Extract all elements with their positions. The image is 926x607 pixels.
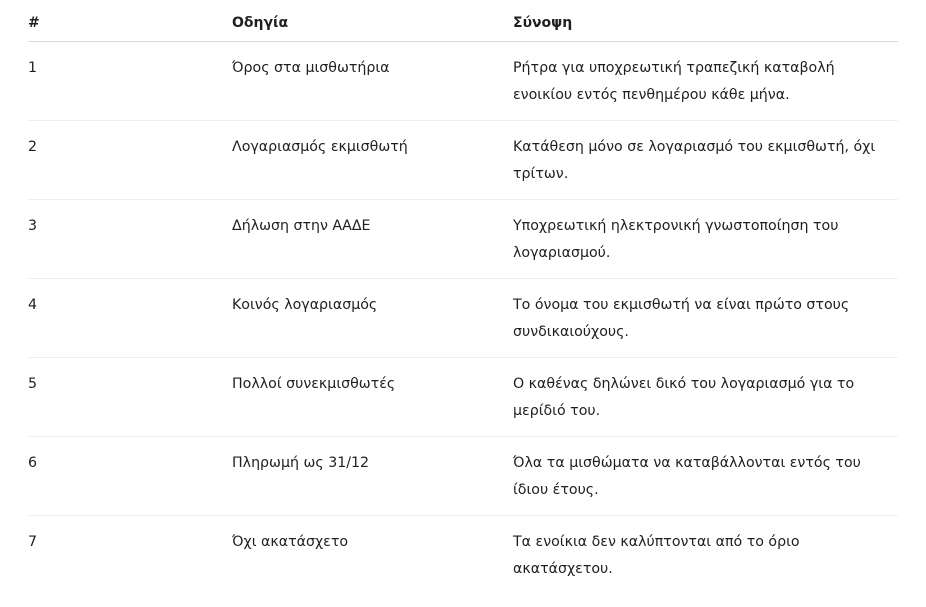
row-number: 7 (28, 533, 38, 550)
row-guideline: Όχι ακατάσχετο (232, 533, 349, 550)
row-guideline: Λογαριασμός εκμισθωτή (232, 120, 513, 199)
row-summary: Ο καθένας δηλώνει δικό του λογαριασμό για το μερίδιό του. (513, 357, 898, 436)
row-summary: Όλα τα μισθώματα να καταβάλλονται εντός του ίδιου έτους. (513, 436, 898, 515)
row-guideline: Όρος στα μισθωτήρια (232, 41, 513, 120)
row-number: 6 (28, 436, 232, 515)
table-row (28, 120, 898, 199)
row-number: 2 (28, 120, 232, 199)
row-number: 5 (28, 357, 232, 436)
row-number: 1 (28, 41, 232, 120)
guidelines-table (28, 0, 898, 594)
guidelines-table-container (28, 0, 898, 594)
row-number: 3 (28, 199, 232, 278)
row-guideline: Πολλοί συνεκμισθωτές (232, 357, 513, 436)
table-row (28, 357, 898, 436)
row-guideline: Κοινός λογαριασμός (232, 278, 513, 357)
table-row (28, 41, 898, 120)
table-row (28, 199, 898, 278)
row-summary: Κατάθεση μόνο σε λογαριασμό του εκμισθωτή, όχι τρίτων. (513, 120, 898, 199)
table-row (28, 278, 898, 357)
table-header-row (28, 0, 898, 41)
row-summary: Το όνομα του εκμισθωτή να είναι πρώτο στους συνδικαιούχους. (513, 278, 898, 357)
row-guideline: Δήλωση στην ΑΑΔΕ (232, 199, 513, 278)
row-summary: Ρήτρα για υποχρεωτική τραπεζική καταβολή ενοικίου εντός πενθημέρου κάθε μήνα. (513, 41, 898, 120)
table-row (28, 436, 898, 515)
column-header-number: # (28, 0, 232, 41)
row-guideline: Πληρωμή ως 31/12 (232, 436, 513, 515)
column-header-summary: Σύνοψη (513, 0, 898, 41)
row-number: 4 (28, 278, 232, 357)
column-header-guideline: Οδηγία (232, 0, 513, 41)
row-summary: Τα ενοίκια δεν καλύπτονται από το όριο ακατάσχετου. (513, 533, 800, 577)
table-row (28, 515, 898, 594)
row-summary: Υποχρεωτική ηλεκτρονική γνωστοποίηση του λογαριασμού. (513, 199, 898, 278)
